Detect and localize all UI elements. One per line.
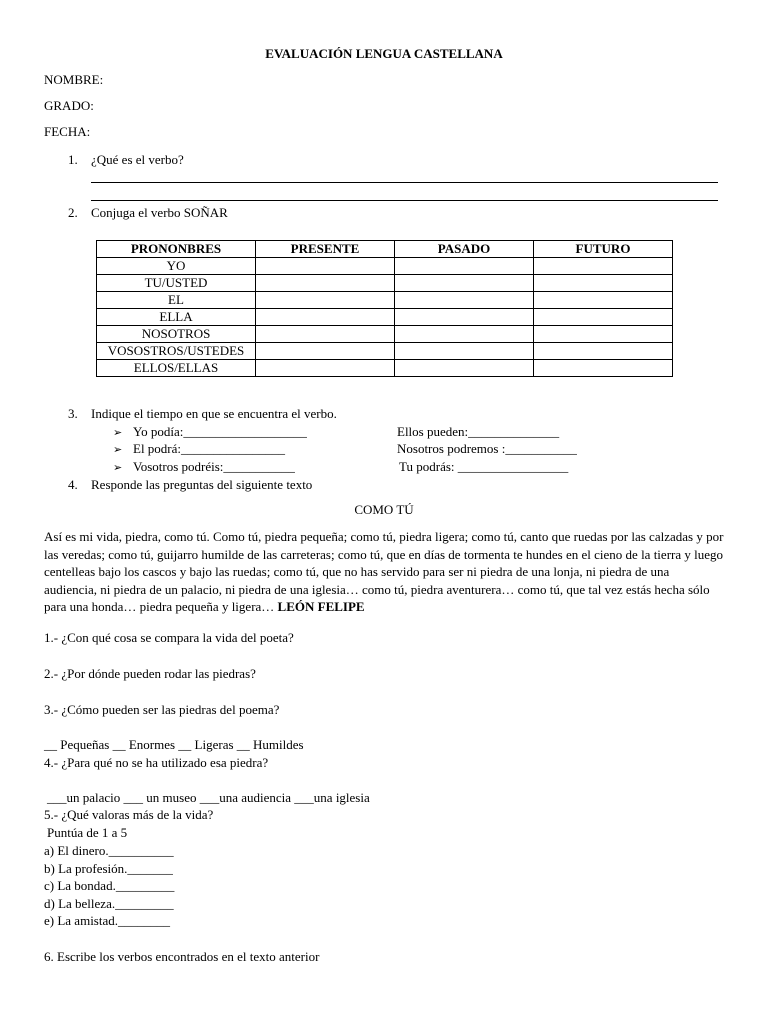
answer-cell[interactable] xyxy=(256,275,395,292)
answer-cell[interactable] xyxy=(534,326,673,343)
answer-cell[interactable] xyxy=(395,326,534,343)
question-5: 5.- ¿Qué valoras más de la vida? xyxy=(44,807,214,822)
answer-cell[interactable] xyxy=(395,275,534,292)
table-header-row xyxy=(97,241,673,258)
pronoun-cell: TU/USTED xyxy=(97,275,256,292)
q1-number: 1. xyxy=(68,152,78,167)
answer-cell[interactable] xyxy=(534,275,673,292)
question-5-item: b) La profesión._______ xyxy=(44,861,173,876)
answer-cell[interactable] xyxy=(256,309,395,326)
header-futuro: FUTURO xyxy=(534,241,673,258)
answer-cell[interactable] xyxy=(395,258,534,275)
q2-number: 2. xyxy=(68,205,78,220)
answer-cell[interactable] xyxy=(534,343,673,360)
q3-text: Indique el tiempo en que se encuentra el verbo. xyxy=(91,406,337,421)
header-presente: PRESENTE xyxy=(256,241,395,258)
pronoun-cell: YO xyxy=(97,258,256,275)
q3-item-right: Nosotros podremos :___________ xyxy=(397,441,577,456)
answer-cell[interactable] xyxy=(395,343,534,360)
q1-answer-line-1[interactable] xyxy=(91,182,718,183)
q3-number: 3. xyxy=(68,406,78,421)
page-title: EVALUACIÓN LENGUA CASTELLANA xyxy=(265,46,503,61)
nombre-label: NOMBRE: xyxy=(44,72,104,87)
question-5-item: d) La belleza._________ xyxy=(44,896,174,911)
q3-item-left: ➢ El podrá:________________ xyxy=(113,441,286,456)
table-row xyxy=(97,309,673,326)
table-row xyxy=(97,292,673,309)
answer-cell[interactable] xyxy=(256,360,395,377)
answer-cell[interactable] xyxy=(395,292,534,309)
q4-number: 4. xyxy=(68,477,78,492)
arrow-bullet-icon: ➢ xyxy=(113,462,123,474)
answer-cell[interactable] xyxy=(534,360,673,377)
conjugation-table xyxy=(96,240,673,377)
pronoun-cell: ELLA xyxy=(97,309,256,326)
question-4-options: ___un palacio ___ un museo ___una audiencia ___una iglesia xyxy=(47,790,370,805)
table-row xyxy=(97,275,673,292)
question-5-item: e) La amistad.________ xyxy=(44,913,170,928)
fecha-label: FECHA: xyxy=(44,124,91,139)
answer-cell[interactable] xyxy=(534,292,673,309)
q3-item-left: ➢ Vosotros podréis:___________ xyxy=(113,459,295,474)
poem-author: LEÓN FELIPE xyxy=(277,599,365,615)
question-4: 4.- ¿Para qué no se ha utilizado esa piedra? xyxy=(44,755,269,770)
q2-text: Conjuga el verbo SOÑAR xyxy=(91,205,228,220)
table-row xyxy=(97,258,673,275)
answer-cell[interactable] xyxy=(256,326,395,343)
q1-text: ¿Qué es el verbo? xyxy=(91,152,184,167)
pronoun-cell: VOSOSTROS/USTEDES xyxy=(97,343,256,360)
question-1: 1.- ¿Con qué cosa se compara la vida del poeta? xyxy=(44,630,294,645)
table-row xyxy=(97,360,673,377)
question-3: 3.- ¿Cómo pueden ser las piedras del poema? xyxy=(44,702,280,717)
answer-cell[interactable] xyxy=(534,309,673,326)
pronoun-cell: EL xyxy=(97,292,256,309)
answer-cell[interactable] xyxy=(395,309,534,326)
header-pronombres: PRONONBRES xyxy=(97,241,256,258)
question-2: 2.- ¿Por dónde pueden rodar las piedras? xyxy=(44,666,256,681)
question-6: 6. Escribe los verbos encontrados en el texto anterior xyxy=(44,949,320,964)
header-pasado: PASADO xyxy=(395,241,534,258)
answer-cell[interactable] xyxy=(256,343,395,360)
question-5-item: c) La bondad._________ xyxy=(44,878,175,893)
answer-cell[interactable] xyxy=(534,258,673,275)
answer-cell[interactable] xyxy=(256,258,395,275)
pronoun-cell: ELLOS/ELLAS xyxy=(97,360,256,377)
poem-title: COMO TÚ xyxy=(354,502,414,517)
poem-body: Así es mi vida, piedra, como tú. Como tú, piedra pequeña; como tú, piedra ligera; como tú, canto que ruedas por las calzadas y por las veredas; como tú, guijarro humilde de las carreteras; como tú, que en días de tormenta te hundes en el cieno de la tierra y luego centelleas bajo los cascos y bajo las ruedas; como tú, que no has servido para ser ni piedra de una lonja, ni piedra de una audiencia, ni piedra de un palacio, ni piedra de una iglesia… como tú, piedra aventurera… como tú, que tal vez estás hecha sólo para una honda… piedra pequeña y ligera… LEÓN FELIPE xyxy=(44,529,724,615)
question-3-options: __ Pequeñas __ Enormes __ Ligeras __ Humildes xyxy=(44,737,304,752)
pronoun-cell: NOSOTROS xyxy=(97,326,256,343)
question-5-item: a) El dinero.__________ xyxy=(44,843,174,858)
table-row xyxy=(97,326,673,343)
grado-label: GRADO: xyxy=(44,98,94,113)
table-row xyxy=(97,343,673,360)
arrow-bullet-icon: ➢ xyxy=(113,427,123,439)
answer-cell[interactable] xyxy=(395,360,534,377)
q3-item-right: Ellos pueden:______________ xyxy=(397,424,560,439)
q4-text: Responde las preguntas del siguiente texto xyxy=(91,477,313,492)
question-5-subtitle: Puntúa de 1 a 5 xyxy=(47,825,128,840)
answer-cell[interactable] xyxy=(256,292,395,309)
q3-item-left: ➢ Yo podía:___________________ xyxy=(113,424,307,439)
arrow-bullet-icon: ➢ xyxy=(113,444,123,456)
q1-answer-line-2[interactable] xyxy=(91,200,718,201)
q3-item-right: Tu podrás: _________________ xyxy=(399,459,569,474)
